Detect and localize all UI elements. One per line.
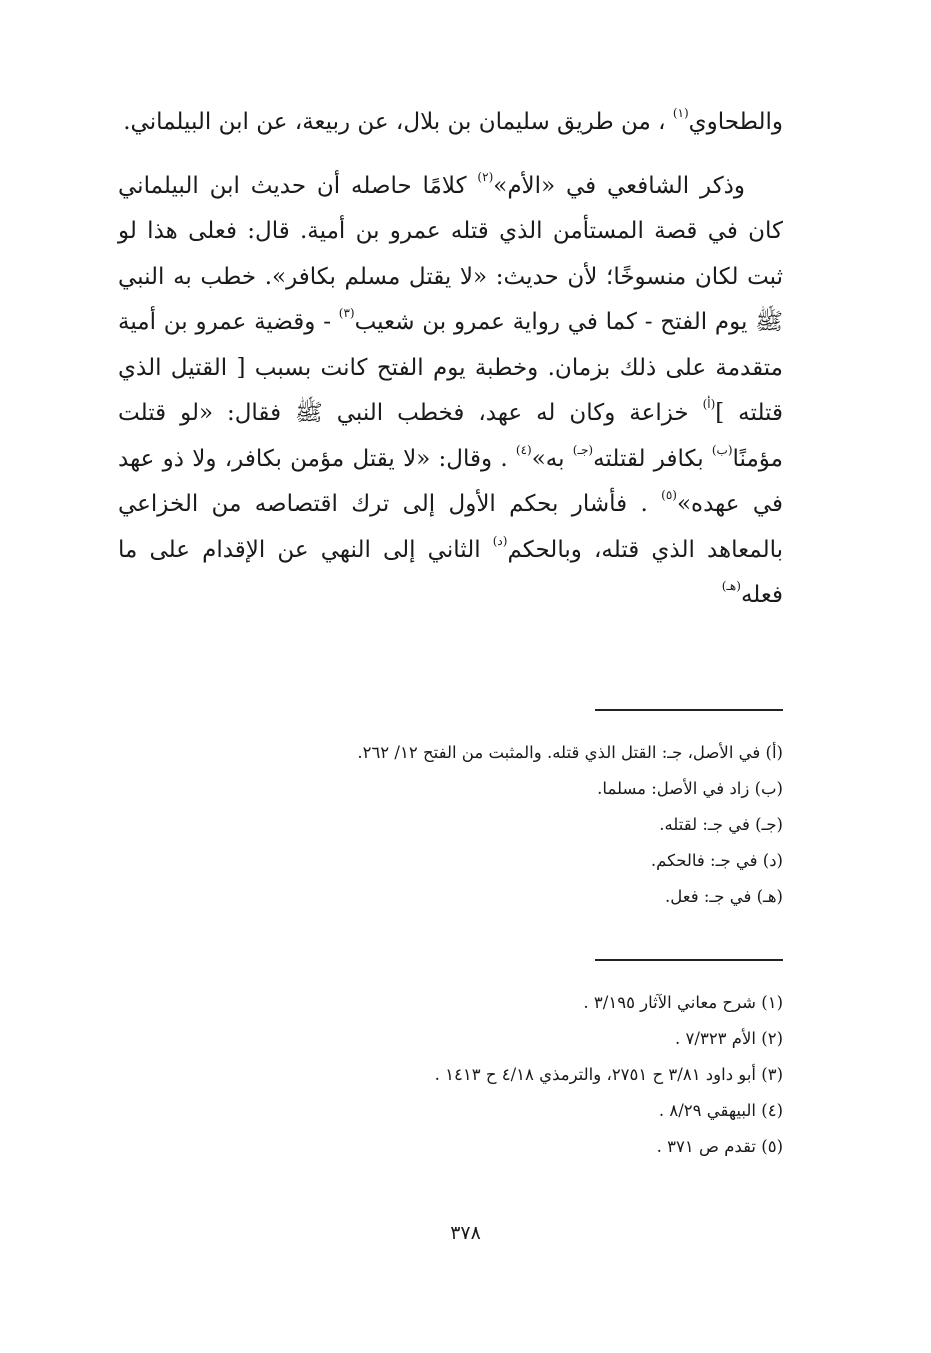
footnote-marker: (١): [672, 106, 689, 120]
variant-note: (أ) في الأصل، جـ: القتل الذي قتله. والمثبت من الفتح ١٢/ ٢٦٢.: [357, 743, 783, 762]
footnote-marker: (٣): [338, 306, 355, 320]
variant-note: (هـ) في جـ: فعل.: [665, 887, 783, 906]
source-note: (٥) تقدم ص ٣٧١ .: [656, 1137, 783, 1156]
variant-note: (د) في جـ: فالحكم.: [650, 851, 783, 870]
text-segment: كلامًا حاصله أن حديث ابن البيلماني كان في قصة المستأمن الذي قتله عمرو بن أمية. قال: فعلى هذا لو ثبت لكان منسوخًا؛ لأن حديث: «لا يقتل مسلم بكافر». خطب به النبي ﷺ يوم الفتح - كما في رواية عمرو بن شعيب: [118, 172, 783, 335]
variant-marker: (أ): [702, 397, 716, 411]
text-segment: الثاني إلى النهي عن الإقدام على ما فعله: [118, 536, 783, 608]
footnote-marker: (٥): [661, 488, 677, 502]
variant-marker: (ب): [711, 442, 733, 457]
main-text: [118, 100, 783, 619]
text-segment: - وقضية عمرو بن أمية متقدمة على ذلك بزمان. وخطبة يوم الفتح كانت بسبب [ القتيل الذي قتلته ]: [118, 309, 783, 426]
source-note: (٣) أبو داود ٣/٨١ ح ٢٧٥١، والترمذي ٤/١٨ ح ١٤١٣ .: [434, 1065, 783, 1084]
footnote-separator-sources: [595, 959, 783, 961]
variant-marker: (د): [492, 533, 508, 548]
text-segment: به»: [531, 445, 565, 472]
variant-notes: [200, 735, 783, 915]
paragraph-1: [118, 100, 783, 146]
footnote-marker: (٤): [515, 442, 532, 457]
footnote-marker: (٢): [477, 169, 494, 184]
footnote-separator-variants: [595, 709, 783, 711]
paragraph-2: [118, 164, 783, 619]
text-segment: ، من طريق سليمان بن بلال، عن ربيعة، عن ابن البيلماني.: [123, 109, 666, 135]
source-note: (٤) البيهقي ٨/٢٩ .: [658, 1101, 783, 1120]
text-segment: وذكر الشافعي في «الأم»: [493, 172, 746, 199]
text-segment: . وقال: «لا يقتل مؤمن بكافر، ولا ذو عهد في عهده»: [118, 445, 784, 517]
source-note: (١) شرح معاني الآثار ٣/١٩٥ .: [583, 993, 783, 1012]
text-segment: . فأشار بحكم الأول إلى ترك اقتصاصه من الخزاعي بالمعاهد الذي قتله، وبالحكم: [118, 491, 783, 563]
variant-note: (ب) زاد في الأصل: مسلما.: [597, 779, 783, 798]
source-note: (٢) الأم ٧/٣٢٣ .: [675, 1029, 783, 1048]
variant-marker: (جـ): [572, 442, 594, 457]
text-segment: خزاعة وكان له عهد، فخطب النبي ﷺ فقال: «لو قتلت مؤمنًا: [118, 400, 784, 472]
source-notes: [200, 985, 783, 1165]
variant-note: (جـ) في جـ: لقتله.: [659, 815, 783, 834]
text-segment: بكافر لقتلته: [593, 445, 704, 472]
page-number: ٣٧٨: [450, 1222, 481, 1244]
text-segment: والطحاوي: [688, 109, 783, 135]
variant-marker: (هـ): [721, 579, 741, 593]
